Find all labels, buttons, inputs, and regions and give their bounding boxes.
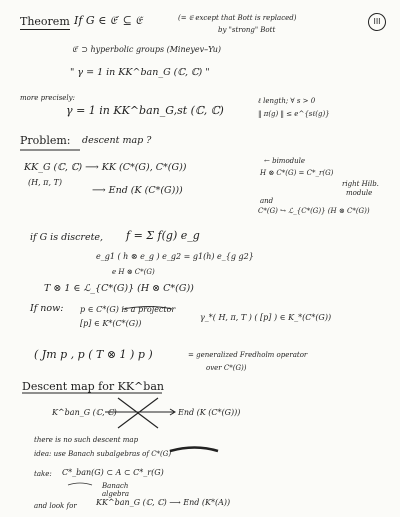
gamma-precise-formula: γ = 1 in KK^ban_G,st (ℂ, ℂ) [66,104,224,117]
eg-action-formula: e_g1 ( h ⊗ e_g ) e_g2 = g1(h) e_{g g2} [96,252,254,261]
t-tensor-formula: T ⊗ 1 ∈ ℒ_{C*(G)} (H ⊗ C*(G)) [44,283,194,294]
and-formula: C*(G) ↪ ℒ_{C*(G)} (H ⊗ C*(G)) [258,207,370,215]
hilbert-module-note-2: module [346,189,373,197]
kk-ban-target: End (K (C*(G))) [178,408,241,417]
bimodule-formula: H ⊗ C*(G) = C*_r(G) [260,169,334,177]
length-condition: ℓ length; ∀ s > 0 [258,97,316,105]
and-label: and [260,197,274,205]
kk-ban-formula: K^ban_G (ℂ, ℂ) [52,408,117,417]
theorem-statement: If G ∈ 𝔈′ ⊆ 𝔈 [74,14,143,27]
eg-subscript: e H ⊗ C*(G) [112,268,155,276]
projector-line: p ∈ C*(G) is a projector [80,305,176,314]
gamma-equals-one-line: " γ = 1 in KK^ban_G (ℂ, ℂ) " [70,67,210,78]
banach-algebra-note-2: algebra [102,490,130,498]
descent-kk-heading: Descent map for KK^ban [22,380,164,393]
bimodule-annotation: ← bimodule [264,157,306,165]
theorem-note-line-1: (= 𝔈 except that Bott is replaced) [178,14,297,22]
take-label: take: [34,470,52,478]
projector-class-line: [p] ∈ K*(C*(G)) [80,319,142,328]
fredholm-description-2: over C*(G)) [206,364,247,372]
hilbert-triple: (H, π, T) [28,178,62,187]
problem-text: descent map ? [82,135,152,146]
page-number-badge: III [368,13,386,31]
more-precisely-label: more precisely: [20,94,75,102]
gamma-action-line: γ_*( H, π, T ) ( [p] ) ∈ K_*(C*(G)) [200,313,332,322]
problem-heading: Problem: [20,134,71,147]
norm-condition: ‖ π(g) ‖ ≤ e^{sℓ(g)} [258,110,330,118]
hilbert-module-note-1: right Hilb. [342,180,379,188]
sum-formula: f = Σ f(g) e_g [126,229,200,242]
idea-note: idea: use Banach subalgebras of C*(G) [34,450,172,458]
discrete-condition: if G is discrete, [30,232,104,243]
hyperbolic-groups-line: 𝔈′ ⊃ hyperbolic groups (Mineyev–Yu) [72,45,222,54]
fredholm-description-1: = generalized Fredholm operator [188,351,308,359]
look-for-formula: KK^ban_G (ℂ, ℂ) ⟶ End (K*(A)) [96,498,231,507]
banach-algebra-note-1: Banach [102,482,129,490]
theorem-note-line-2: by "strong" Bott [218,26,276,34]
no-descent-note: there is no such descent map [34,436,139,444]
if-now-label: If now: [30,303,64,314]
look-for-label: and look for [34,502,77,510]
descent-map-target: ⟶ End (K (C*(G))) [92,185,183,196]
descent-map-top-row: KK_G (ℂ, ℂ) ⟶ KK (C*(G), C*(G)) [24,162,187,173]
theorem-heading: Theorem [20,15,70,28]
fredholm-pair: ( Jm p , p ( T ⊗ 1 ) p ) [34,348,153,361]
take-formula: C*_ban(G) ⊂ A ⊂ C*_r(G) [62,468,164,477]
